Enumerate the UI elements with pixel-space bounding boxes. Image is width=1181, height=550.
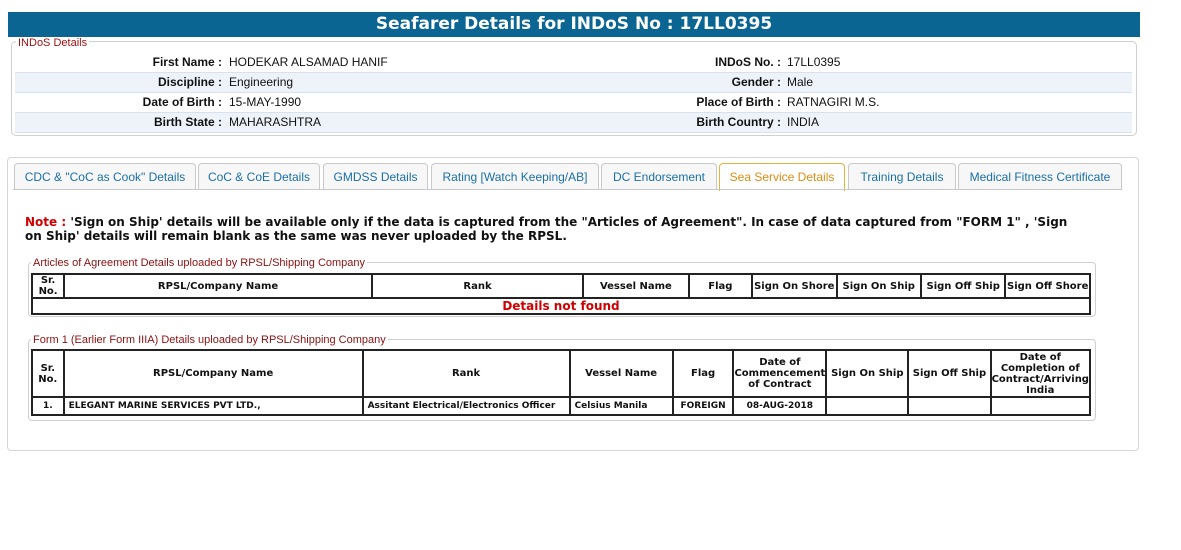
column-header: Vessel Name xyxy=(583,274,689,298)
discipline-value: Engineering xyxy=(229,75,294,89)
commencement-date-cell: 08-AUG-2018 xyxy=(733,397,826,415)
info-row xyxy=(15,112,1132,133)
note-text: 'Sign on Ship' details will be available only if the data is captured from the "Articles of Agreement". In case of data captured from "FORM 1" , 'Sign on Ship' details will remain blank as the same was never uploaded by the RPSL. xyxy=(25,215,1068,243)
birth-state-value: MAHARASHTRA xyxy=(229,115,322,129)
page-title: Seafarer Details for INDoS No : 17LL0395 xyxy=(8,12,1140,37)
column-header: Rank xyxy=(363,350,570,397)
articles-section-title: Articles of Agreement Details uploaded by RPSL/Shipping Company xyxy=(33,257,366,269)
column-header: Sign Off Ship xyxy=(921,274,1005,298)
column-header: Sign On Shore xyxy=(752,274,836,298)
vessel-name-cell: Celsius Manila xyxy=(570,397,673,415)
gender-label: Gender : xyxy=(731,75,781,89)
info-row xyxy=(15,53,1132,72)
sign-on-ship-note xyxy=(25,215,1085,243)
flag-cell: FOREIGN xyxy=(673,397,734,415)
column-header: Sign Off Ship xyxy=(908,350,990,397)
column-header: Vessel Name xyxy=(570,350,673,397)
discipline-label: Discipline : xyxy=(157,75,222,89)
column-header: Sign On Ship xyxy=(837,274,921,298)
indos-details-legend: INDoS Details xyxy=(18,37,88,49)
birth-country-value: INDIA xyxy=(787,115,820,129)
column-header: Date of Commencement of Contract xyxy=(733,350,826,397)
first-name-value: HODEKAR ALSAMAD HANIF xyxy=(229,55,388,69)
indos-no-label: INDoS No. : xyxy=(715,55,781,69)
column-header: Flag xyxy=(689,274,752,298)
sign-off-ship-cell xyxy=(908,397,990,415)
dob-label: Date of Birth : xyxy=(142,95,222,109)
column-header: Sign On Ship xyxy=(826,350,908,397)
table-header-row xyxy=(32,274,1090,298)
completion-date-cell xyxy=(991,397,1090,415)
tab-divider xyxy=(13,189,1121,190)
place-of-birth-value: RATNAGIRI M.S. xyxy=(787,95,880,109)
tab-medical-fitness[interactable]: Medical Fitness Certificate xyxy=(958,163,1122,190)
company-name-cell: ELEGANT MARINE SERVICES PVT LTD., xyxy=(64,397,363,415)
tab-dc-endorsement[interactable]: DC Endorsement xyxy=(601,163,717,190)
column-header: Sr. No. xyxy=(32,350,64,397)
info-row xyxy=(15,72,1132,93)
info-row xyxy=(15,93,1132,112)
place-of-birth-label: Place of Birth : xyxy=(696,95,781,109)
column-header: Date of Completion of Contract/Arriving India xyxy=(991,351,1089,396)
articles-table xyxy=(31,273,1091,315)
details-not-found-message: Details not found xyxy=(32,298,1090,314)
column-header: Rank xyxy=(372,274,583,298)
tab-gmdss[interactable]: GMDSS Details xyxy=(323,163,428,190)
sr-no-cell: 1. xyxy=(32,397,64,415)
table-row xyxy=(32,298,1090,314)
rank-cell: Assitant Electrical/Electronics Officer xyxy=(363,397,570,415)
column-header: Sign Off Shore xyxy=(1005,274,1090,298)
first-name-label: First Name : xyxy=(152,55,222,69)
note-prefix: Note : xyxy=(25,215,67,229)
table-header-row xyxy=(32,350,1090,397)
birth-state-label: Birth State : xyxy=(153,115,222,129)
tab-rating-watch-keeping[interactable]: Rating [Watch Keeping/AB] xyxy=(431,163,599,190)
column-header: RPSL/Company Name xyxy=(64,350,363,397)
column-header: Sr. No. xyxy=(32,274,64,298)
table-row xyxy=(32,397,1090,415)
column-header: RPSL/Company Name xyxy=(64,274,372,298)
gender-value: Male xyxy=(787,75,814,89)
birth-country-label: Birth Country : xyxy=(696,115,781,129)
tab-training[interactable]: Training Details xyxy=(848,163,956,190)
indos-no-value: 17LL0395 xyxy=(787,55,841,69)
dob-value: 15-MAY-1990 xyxy=(229,95,302,109)
form1-table xyxy=(31,349,1091,416)
tab-cdc-coc-cook[interactable]: CDC & "CoC as Cook" Details xyxy=(14,163,196,190)
form1-section-title: Form 1 (Earlier Form IIIA) Details uploaded by RPSL/Shipping Company xyxy=(33,334,386,346)
tab-coc-coe[interactable]: CoC & CoE Details xyxy=(198,163,320,190)
sign-on-ship-cell xyxy=(826,397,908,415)
tab-sea-service[interactable]: Sea Service Details xyxy=(719,163,845,191)
column-header: Flag xyxy=(673,350,734,397)
